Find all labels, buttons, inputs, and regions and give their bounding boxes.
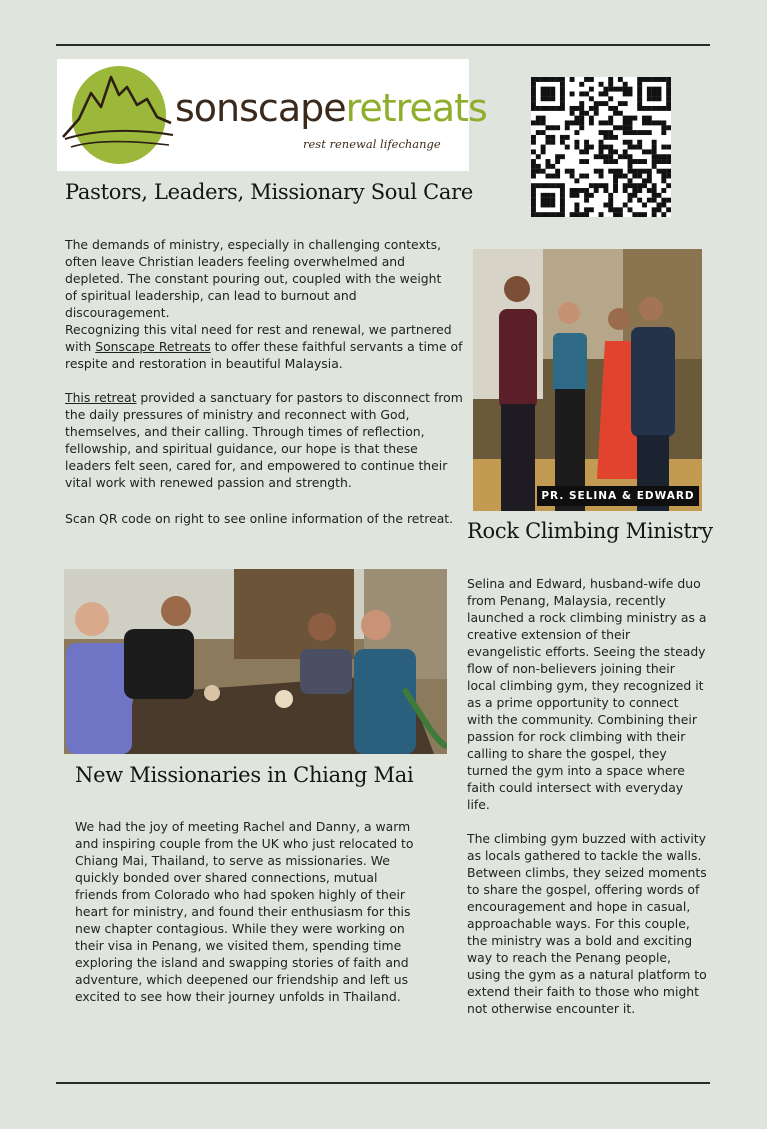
rock-climbing-heading: Rock Climbing Ministry [467,519,713,543]
qr-code-icon [531,77,671,217]
rock-climbing-paragraph-1: Selina and Edward, husband-wife duo from Penang, Malaysia, recently launched a rock climbing ministry as a creative extension of their evangelistic efforts. Seeing the steady flow of non-believers joining their local climbing gym, they recognized it as a prime opportunity to connect with the community. Combining their passion for rock climbing with their calling to share the gospel, they turned the gym into a space where faith could intersect with everyday life. [467,576,707,812]
qr-code[interactable] [531,77,671,217]
soul-care-paragraph-3: This retreat provided a sanctuary for pastors to disconnect from the daily pressures of ministry and reconnect with God, themselves, and their calling. Through times of reflection, fellowship, and spiritual guidance, our hope is that these leaders felt seen, cared for, and empowered to continue their vital work with renewed passion and strength. [65,390,463,490]
group-photo-image [473,249,702,511]
logo-tagline: rest renewal lifechange [303,137,441,151]
logo-wordmark: sonscaperetreats [175,86,487,130]
sonscape-link[interactable]: Sonscape Retreats [95,339,211,354]
bottom-rule [56,1082,710,1084]
soul-care-paragraph-1: The demands of ministry, especially in challenging contexts, often leave Christian leaders feeling overwhelmed and depleted. The constant pouring out, coupled with the weight of spiritual leadership, can lead to burnout and discouragement. [65,237,442,320]
selina-edward-photo [473,249,702,511]
rock-climbing-paragraph-2: The climbing gym buzzed with activity as locals gathered to tackle the walls. Between climbs, they seized moments to share the gospel, offering words of encouragement and hope in casual, approachable ways. For this couple, the ministry was a bold and exciting way to reach the Penang people, using the gym as a natural platform to extend their faith to those who might not otherwise encounter it. [467,831,707,1016]
soul-care-paragraph-4: Scan QR code on right to see online information of the retreat. [65,511,454,526]
chiang-mai-heading: New Missionaries in Chiang Mai [75,763,414,787]
photo-caption-badge: PR. SELINA & EDWARD [537,486,699,506]
top-rule [56,44,710,46]
soul-care-heading: Pastors, Leaders, Missionary Soul Care [65,180,474,204]
soul-care-paragraph-2: Recognizing this vital need for rest and renewal, we partnered with Sonscape Retreats to offer these faithful servants a time of respite and restoration in beautiful Malaysia. [65,322,463,371]
chiang-mai-photo [64,569,447,754]
retreat-link[interactable]: This retreat [65,390,137,405]
sonscape-logo [57,59,487,171]
mountain-logo-icon [57,59,177,171]
chiang-mai-paragraph: We had the joy of meeting Rachel and Danny, a warm and inspiring couple from the UK who just relocated to Chiang Mai, Thailand, to serve as missionaries. We quickly bonded over shared connections, mutual friends from Colorado who had spoken highly of their heart for ministry, and found their enthusiasm for this new chapter contagious. While they were working on their visa in Penang, we visited them, spending time exploring the island and swapping stories of faith and adventure, which deepened our friendship and left us excited to see how their journey unfolds in Thailand. [75,819,414,1004]
cafe-photo-image [64,569,447,754]
